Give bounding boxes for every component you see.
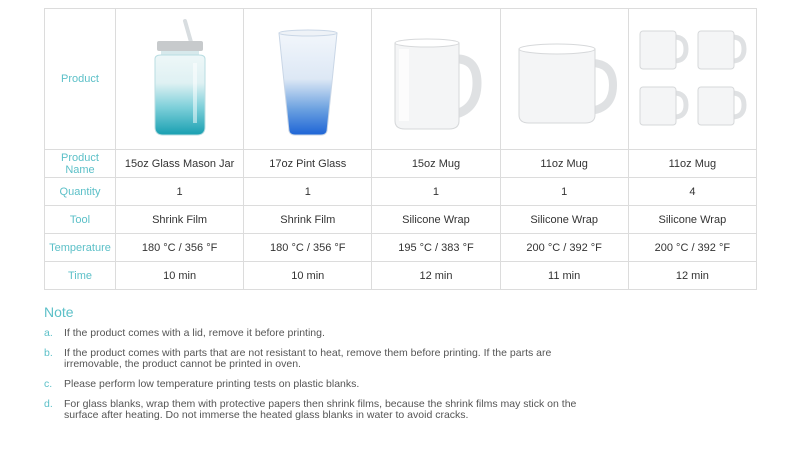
spec-table: [44, 8, 757, 290]
note-item: [44, 328, 604, 339]
row-header-product: Product: [45, 9, 116, 150]
table-cell: 1: [372, 178, 500, 206]
product-image-cell: [244, 9, 372, 150]
table-cell: 1: [244, 178, 372, 206]
row-header-temperature: Temperature: [45, 234, 116, 262]
table-cell: Shrink Film: [244, 206, 372, 234]
temperature-row: [45, 234, 757, 262]
note-section: [44, 304, 604, 430]
table-cell: 1: [500, 178, 628, 206]
product-name-row: [45, 150, 757, 178]
note-marker: a.: [44, 327, 53, 339]
note-marker: c.: [44, 378, 53, 390]
table-cell: Silicone Wrap: [372, 206, 500, 234]
time-row: [45, 262, 757, 290]
table-cell: Shrink Film: [116, 206, 244, 234]
note-text: If the product comes with a lid, remove it before printing.: [64, 327, 325, 339]
note-item: [44, 348, 604, 370]
white-mug-11oz-image: [509, 19, 619, 139]
row-header-tool: Tool: [45, 206, 116, 234]
table-cell: 200 °C / 392 °F: [628, 234, 756, 262]
table-cell: 15oz Mug: [372, 150, 500, 178]
table-cell: 10 min: [116, 262, 244, 290]
note-text: Please perform low temperature printing tests on plastic blanks.: [64, 378, 360, 390]
product-image-cell: [372, 9, 500, 150]
table-cell: Silicone Wrap: [628, 206, 756, 234]
product-image-cell: [500, 9, 628, 150]
table-cell: 200 °C / 392 °F: [500, 234, 628, 262]
table-cell: 11oz Mug: [628, 150, 756, 178]
table-cell: Silicone Wrap: [500, 206, 628, 234]
white-mug-15oz-image: [381, 19, 491, 139]
table-cell: 10 min: [244, 262, 372, 290]
table-cell: 1: [116, 178, 244, 206]
note-marker: d.: [44, 398, 53, 410]
note-text: For glass blanks, wrap them with protective papers then shrink films, because the shrink films may stick on the surface after heating. Do not immerse the heated glass blanks in water to avoid cracks.: [64, 398, 577, 421]
table-cell: 12 min: [628, 262, 756, 290]
note-text: If the product comes with parts that are not resistant to heat, remove them before printing. If the parts are irremovable, the product cannot be printed in oven.: [64, 347, 552, 370]
pint-glass-image: [263, 19, 353, 139]
table-cell: 4: [628, 178, 756, 206]
row-header-product-name: Product Name: [45, 150, 116, 178]
table-cell: 17oz Pint Glass: [244, 150, 372, 178]
quantity-row: [45, 178, 757, 206]
table-cell: 180 °C / 356 °F: [116, 234, 244, 262]
table-cell: 180 °C / 356 °F: [244, 234, 372, 262]
note-item: [44, 379, 604, 390]
note-marker: b.: [44, 347, 53, 359]
table-cell: 15oz Glass Mason Jar: [116, 150, 244, 178]
four-mugs-image: [634, 19, 750, 139]
table-cell: 11 min: [500, 262, 628, 290]
table-cell: 12 min: [372, 262, 500, 290]
product-image-cell: [116, 9, 244, 150]
product-image-cell: [628, 9, 756, 150]
row-header-time: Time: [45, 262, 116, 290]
mason-jar-image: [135, 19, 225, 139]
table-cell: 195 °C / 383 °F: [372, 234, 500, 262]
note-title: Note: [44, 304, 74, 320]
note-item: [44, 399, 604, 421]
product-image-row: [45, 9, 757, 150]
table-cell: 11oz Mug: [500, 150, 628, 178]
tool-row: [45, 206, 757, 234]
row-header-quantity: Quantity: [45, 178, 116, 206]
